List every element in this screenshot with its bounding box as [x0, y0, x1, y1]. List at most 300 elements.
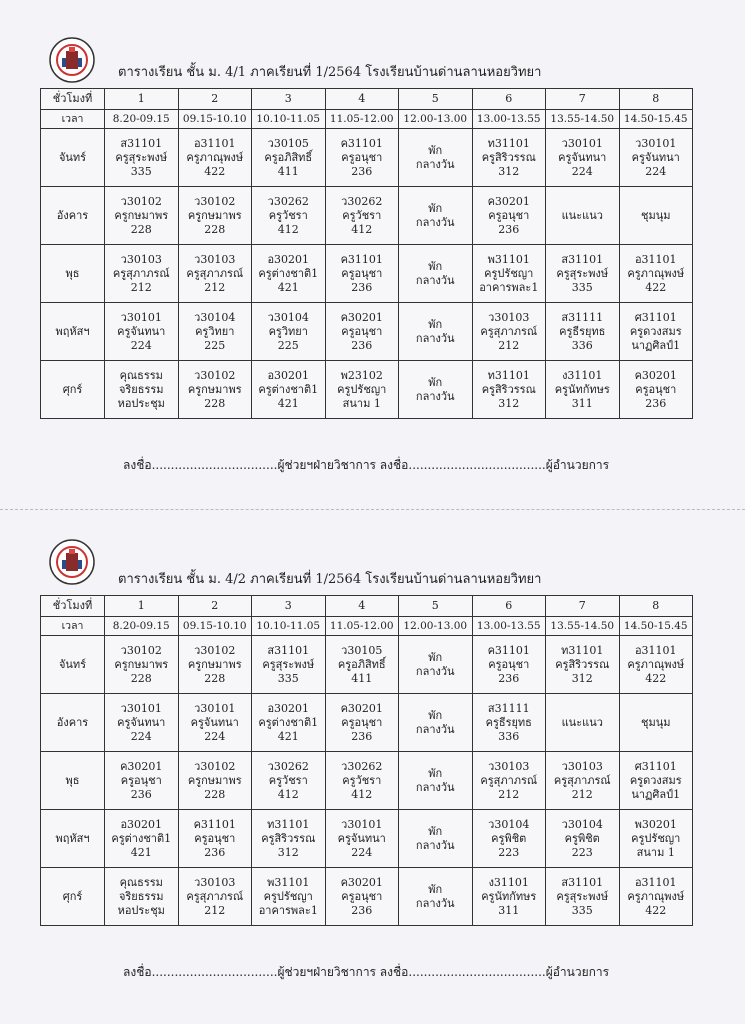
- subject-code: ว30262: [341, 194, 383, 208]
- day-row: [41, 245, 693, 303]
- room: 223: [571, 845, 593, 859]
- period-number: 6: [472, 596, 546, 617]
- teacher-name: ครูวัชรา: [268, 773, 308, 787]
- class-cell: [252, 636, 326, 694]
- class-cell: [105, 187, 179, 245]
- period-number: 8: [619, 596, 693, 617]
- subject-code: อ31101: [634, 643, 677, 657]
- class-cell: [619, 129, 693, 187]
- room: 311: [498, 903, 520, 917]
- teacher-name: ครูปรัชญา: [263, 889, 313, 903]
- teacher-name: ครูจันทนา: [190, 715, 239, 729]
- teacher-name: ครูอนุชา: [341, 889, 383, 903]
- day-name: พุธ: [41, 245, 105, 303]
- subject-code: ชุมนุม: [641, 715, 671, 729]
- class-cell: [399, 810, 473, 868]
- class-cell: [252, 129, 326, 187]
- subject-code: พัก: [428, 143, 443, 157]
- class-cell: [472, 245, 546, 303]
- teacher-name: ครูสุระพงษ์: [115, 150, 168, 164]
- class-cell: [399, 187, 473, 245]
- teacher-name: ครูกษมาพร: [187, 773, 242, 787]
- teacher-name: ครูจันทนา: [117, 324, 166, 338]
- teacher-name: ครูปรัชญา: [631, 831, 681, 845]
- class-cell: [325, 187, 399, 245]
- teacher-name: ครูวิทยา: [195, 324, 235, 338]
- room: 236: [351, 280, 373, 294]
- class-cell: [472, 694, 546, 752]
- class-cell: [472, 810, 546, 868]
- room: 335: [277, 671, 299, 685]
- period-header-row: [41, 89, 693, 110]
- subject-code: อ31101: [634, 875, 677, 889]
- subject-code: ว30103: [488, 310, 530, 324]
- time-row: [41, 617, 693, 636]
- class-cell: [105, 303, 179, 361]
- subject-code: ว30102: [194, 643, 236, 657]
- subject-code: อ30201: [267, 252, 310, 266]
- teacher-name: ครูอนุชา: [341, 324, 383, 338]
- subject-code: ว30102: [194, 368, 236, 382]
- day-row: [41, 303, 693, 361]
- teacher-name: ครูอนุชา: [120, 773, 162, 787]
- period-number: 3: [252, 596, 326, 617]
- time-label: เวลา: [41, 110, 105, 129]
- class-cell: [325, 245, 399, 303]
- subject-code: ว30102: [120, 643, 162, 657]
- room: 335: [571, 903, 593, 917]
- subject-code: พัก: [428, 201, 443, 215]
- room: 236: [351, 164, 373, 178]
- room: 412: [277, 787, 299, 801]
- class-cell: [252, 810, 326, 868]
- subject-code: ว30102: [194, 759, 236, 773]
- subject-code: ว30103: [561, 759, 603, 773]
- period-number: 2: [178, 596, 252, 617]
- room: 421: [277, 729, 299, 743]
- subject-code: ท31101: [487, 136, 530, 150]
- time-slot: 8.20-09.15: [105, 110, 179, 129]
- teacher-name: ครูนัทกัทษร: [554, 382, 610, 396]
- day-row: [41, 810, 693, 868]
- class-cell: [325, 694, 399, 752]
- time-slot: 09.15-10.10: [178, 617, 252, 636]
- subject-code: ง31101: [562, 368, 603, 382]
- subject-code: ค31101: [193, 817, 236, 831]
- subject-code: ง31101: [488, 875, 529, 889]
- teacher-name: กลางวัน: [415, 896, 455, 910]
- subject-code: พัก: [428, 375, 443, 389]
- period-number: 4: [325, 596, 399, 617]
- teacher-name: ครูสุระพงษ์: [556, 889, 609, 903]
- teacher-name: ครูสิริวรรณ: [481, 150, 536, 164]
- time-slot: 12.00-13.00: [399, 110, 473, 129]
- subject-code: ส31101: [561, 252, 604, 266]
- period-header-label: ชั่วโมงที่: [41, 89, 105, 110]
- teacher-name: ครูอนุชา: [341, 266, 383, 280]
- room: 228: [204, 671, 226, 685]
- room: 225: [204, 338, 226, 352]
- subject-code: คุณธรรม: [119, 875, 163, 889]
- time-slot: 12.00-13.00: [399, 617, 473, 636]
- subject-code: อ31101: [193, 136, 236, 150]
- room: 411: [277, 164, 299, 178]
- room: 212: [204, 280, 226, 294]
- class-cell: [178, 303, 252, 361]
- room: 224: [645, 164, 667, 178]
- teacher-name: ครูสิริวรรณ: [555, 657, 610, 671]
- subject-code: พัก: [428, 824, 443, 838]
- day-row: [41, 129, 693, 187]
- class-cell: [178, 361, 252, 419]
- class-cell: [178, 810, 252, 868]
- class-cell: [105, 752, 179, 810]
- room: 421: [277, 280, 299, 294]
- room: 236: [204, 845, 226, 859]
- time-slot: 11.05-12.00: [325, 617, 399, 636]
- subject-code: ท31101: [267, 817, 310, 831]
- teacher-name: ครูต่างชาติ1: [111, 831, 172, 845]
- subject-code: ค30201: [340, 701, 383, 715]
- subject-code: ว30262: [267, 194, 309, 208]
- room: 335: [571, 280, 593, 294]
- time-slot: 13.55-14.50: [546, 110, 620, 129]
- subject-code: ว30101: [341, 817, 383, 831]
- room: 336: [498, 729, 520, 743]
- period-number: 5: [399, 596, 473, 617]
- room: 224: [130, 338, 152, 352]
- class-cell: [105, 810, 179, 868]
- room: 212: [498, 338, 520, 352]
- class-cell: [546, 752, 620, 810]
- subject-code: ส31101: [120, 136, 163, 150]
- class-cell: [399, 245, 473, 303]
- room: 236: [498, 222, 520, 236]
- class-cell: [546, 361, 620, 419]
- subject-code: พ30201: [634, 817, 677, 831]
- teacher-name: ครูต่างชาติ1: [258, 266, 319, 280]
- teacher-name: ครูวัชรา: [342, 773, 382, 787]
- subject-code: อ30201: [120, 817, 163, 831]
- subject-code: คุณธรรม: [119, 368, 163, 382]
- subject-code: ค30201: [120, 759, 163, 773]
- subject-code: ส31111: [561, 310, 604, 324]
- teacher-name: ครูธีรยุทธ: [559, 324, 606, 338]
- period-number: 5: [399, 89, 473, 110]
- period-number: 3: [252, 89, 326, 110]
- teacher-name: กลางวัน: [415, 722, 455, 736]
- subject-code: ว30101: [635, 136, 677, 150]
- subject-code: ว30104: [267, 310, 309, 324]
- period-number: 4: [325, 89, 399, 110]
- class-cell: [546, 129, 620, 187]
- class-cell: [546, 636, 620, 694]
- teacher-name: ครูสุภาภรณ์: [186, 266, 244, 280]
- subject-code: ค30201: [340, 875, 383, 889]
- time-slot: 11.05-12.00: [325, 110, 399, 129]
- teacher-name: กลางวัน: [415, 780, 455, 794]
- subject-code: พัก: [428, 708, 443, 722]
- room: 223: [498, 845, 520, 859]
- class-cell: [105, 636, 179, 694]
- teacher-name: ครูจันทนา: [117, 715, 166, 729]
- room: 312: [498, 396, 520, 410]
- teacher-name: ครูอนุชา: [488, 208, 530, 222]
- period-header-row: [41, 596, 693, 617]
- room: 236: [351, 338, 373, 352]
- subject-code: ส31101: [267, 643, 310, 657]
- period-header-label: ชั่วโมงที่: [41, 596, 105, 617]
- class-cell: [252, 752, 326, 810]
- class-cell: [472, 868, 546, 926]
- teacher-name: ครูอนุชา: [635, 382, 677, 396]
- class-cell: [325, 361, 399, 419]
- schedule-title: ตารางเรียน ชั้น ม. 4/1 ภาคเรียนที่ 1/2564 โรงเรียนบ้านด่านลานหอยวิทยา: [118, 65, 542, 80]
- class-cell: [252, 187, 326, 245]
- subject-code: ว30104: [561, 817, 603, 831]
- class-cell: [619, 245, 693, 303]
- class-cell: [252, 245, 326, 303]
- room: นาฏศิลป์1: [631, 338, 681, 352]
- subject-code: ศ31101: [634, 310, 677, 324]
- class-cell: [325, 303, 399, 361]
- class-cell: [546, 245, 620, 303]
- room: 224: [204, 729, 226, 743]
- time-slot: 10.10-11.05: [252, 617, 326, 636]
- teacher-name: ครูอนุชา: [194, 831, 236, 845]
- time-label: เวลา: [41, 617, 105, 636]
- room: 312: [571, 671, 593, 685]
- subject-code: ค31101: [487, 643, 530, 657]
- day-name: จันทร์: [41, 129, 105, 187]
- teacher-name: ครูดวงสมร: [629, 324, 682, 338]
- room: 212: [130, 280, 152, 294]
- class-cell: [325, 752, 399, 810]
- class-cell: [399, 361, 473, 419]
- time-slot: 13.00-13.55: [472, 110, 546, 129]
- subject-code: ส31111: [487, 701, 530, 715]
- subject-code: ท31101: [561, 643, 604, 657]
- teacher-name: ครูวัชรา: [268, 208, 308, 222]
- subject-code: ว30262: [267, 759, 309, 773]
- room: 224: [571, 164, 593, 178]
- subject-code: พัก: [428, 882, 443, 896]
- class-cell: [399, 752, 473, 810]
- teacher-name: ครูสุภาภรณ์: [480, 773, 538, 787]
- day-name: อังคาร: [41, 694, 105, 752]
- room: 236: [130, 787, 152, 801]
- subject-code: แนะแนว: [561, 715, 603, 729]
- teacher-name: ครูสิริวรรณ: [481, 382, 536, 396]
- teacher-name: ครูกษมาพร: [114, 208, 169, 222]
- day-name: พุธ: [41, 752, 105, 810]
- room: 236: [645, 396, 667, 410]
- room: 228: [130, 222, 152, 236]
- class-cell: [252, 303, 326, 361]
- class-cell: [619, 361, 693, 419]
- period-number: 1: [105, 596, 179, 617]
- subject-code: ว30102: [194, 194, 236, 208]
- day-name: ศุกร์: [41, 868, 105, 926]
- subject-code: ว30103: [120, 252, 162, 266]
- day-row: [41, 187, 693, 245]
- signature-line: ลงชื่อ.................................ผู้ช่วยฯฝ่ายวิชาการ ลงชื่อ....................................ผู้อำนวยการ: [123, 458, 610, 472]
- class-cell: [546, 810, 620, 868]
- room: 336: [571, 338, 593, 352]
- teacher-name: ครูธีรยุทธ: [485, 715, 532, 729]
- class-cell: [105, 868, 179, 926]
- school-logo-icon: [46, 538, 98, 586]
- teacher-name: ครูสุภาภรณ์: [186, 889, 244, 903]
- class-cell: [105, 129, 179, 187]
- room: 312: [277, 845, 299, 859]
- class-cell: [472, 129, 546, 187]
- schedule-title: ตารางเรียน ชั้น ม. 4/2 ภาคเรียนที่ 1/2564 โรงเรียนบ้านด่านลานหอยวิทยา: [118, 572, 542, 587]
- room: 224: [130, 729, 152, 743]
- teacher-name: ครูกษมาพร: [187, 657, 242, 671]
- room: 228: [130, 671, 152, 685]
- subject-code: ชุมนุม: [641, 208, 671, 222]
- room: อาคารพละ1: [258, 903, 318, 917]
- period-number: 8: [619, 89, 693, 110]
- class-cell: [178, 636, 252, 694]
- subject-code: ว30105: [267, 136, 309, 150]
- teacher-name: ครูอภิสิทธิ์: [337, 657, 386, 671]
- teacher-name: กลางวัน: [415, 664, 455, 678]
- time-slot: 14.50-15.45: [619, 617, 693, 636]
- subject-code: ค30201: [340, 310, 383, 324]
- subject-code: ว30102: [120, 194, 162, 208]
- subject-code: ค30201: [634, 368, 677, 382]
- class-cell: [619, 187, 693, 245]
- room: 224: [351, 845, 373, 859]
- class-cell: [546, 868, 620, 926]
- subject-code: ว30103: [194, 252, 236, 266]
- class-cell: [546, 694, 620, 752]
- room: 212: [498, 787, 520, 801]
- class-cell: [105, 361, 179, 419]
- class-cell: [619, 636, 693, 694]
- teacher-name: ครูสิริวรรณ: [261, 831, 316, 845]
- timetable: [40, 88, 693, 419]
- subject-code: ส31101: [561, 875, 604, 889]
- subject-code: ค31101: [340, 252, 383, 266]
- class-cell: [619, 752, 693, 810]
- subject-code: ค31101: [340, 136, 383, 150]
- teacher-name: กลางวัน: [415, 273, 455, 287]
- teacher-name: ครูสุระพงษ์: [262, 657, 315, 671]
- teacher-name: ครูสุภาภรณ์: [553, 773, 611, 787]
- class-cell: [178, 187, 252, 245]
- subject-code: พัก: [428, 259, 443, 273]
- teacher-name: ครูกษมาพร: [187, 208, 242, 222]
- class-cell: [178, 752, 252, 810]
- room: 225: [277, 338, 299, 352]
- teacher-name: ครูวิทยา: [268, 324, 308, 338]
- school-logo-icon: [46, 36, 98, 84]
- teacher-name: ครูอนุชา: [341, 715, 383, 729]
- teacher-name: จริยธรรม: [118, 382, 164, 396]
- subject-code: พ23102: [340, 368, 383, 382]
- room: 422: [645, 280, 667, 294]
- teacher-name: ครูภาณุพงษ์: [627, 889, 685, 903]
- class-cell: [619, 868, 693, 926]
- teacher-name: ครูต่างชาติ1: [258, 382, 319, 396]
- period-number: 1: [105, 89, 179, 110]
- day-name: จันทร์: [41, 636, 105, 694]
- teacher-name: ครูสุระพงษ์: [556, 266, 609, 280]
- time-slot: 13.00-13.55: [472, 617, 546, 636]
- room: 212: [571, 787, 593, 801]
- teacher-name: ครูกษมาพร: [114, 657, 169, 671]
- teacher-name: ครูวัชรา: [342, 208, 382, 222]
- class-cell: [472, 752, 546, 810]
- teacher-name: ครูต่างชาติ1: [258, 715, 319, 729]
- day-name: พฤหัสฯ: [41, 303, 105, 361]
- teacher-name: ครูอนุชา: [341, 150, 383, 164]
- room: 236: [498, 671, 520, 685]
- teacher-name: กลางวัน: [415, 838, 455, 852]
- room: 236: [351, 729, 373, 743]
- teacher-name: ครูพิชิต: [564, 831, 600, 845]
- class-cell: [619, 694, 693, 752]
- teacher-name: ครูอภิสิทธิ์: [264, 150, 313, 164]
- time-row: [41, 110, 693, 129]
- room: 311: [571, 396, 593, 410]
- subject-code: ว30105: [341, 643, 383, 657]
- class-cell: [472, 636, 546, 694]
- teacher-name: ครูดวงสมร: [629, 773, 682, 787]
- time-slot: 14.50-15.45: [619, 110, 693, 129]
- teacher-name: ครูภาณุพงษ์: [627, 266, 685, 280]
- subject-code: พ31101: [267, 875, 310, 889]
- class-cell: [178, 245, 252, 303]
- teacher-name: ครูจันทนา: [558, 150, 607, 164]
- subject-code: อ31101: [634, 252, 677, 266]
- class-cell: [399, 303, 473, 361]
- teacher-name: ครูจันทนา: [631, 150, 680, 164]
- room: สนาม 1: [636, 845, 675, 859]
- period-number: 7: [546, 596, 620, 617]
- class-cell: [399, 129, 473, 187]
- teacher-name: ครูปรัชญา: [337, 382, 387, 396]
- class-cell: [399, 868, 473, 926]
- class-cell: [252, 361, 326, 419]
- teacher-name: ครูพิชิต: [491, 831, 527, 845]
- room: สนาม 1: [342, 396, 381, 410]
- day-row: [41, 752, 693, 810]
- time-slot: 09.15-10.10: [178, 110, 252, 129]
- subject-code: พ31101: [487, 252, 530, 266]
- subject-code: ว30262: [341, 759, 383, 773]
- class-cell: [399, 694, 473, 752]
- time-slot: 13.55-14.50: [546, 617, 620, 636]
- subject-code: ท31101: [487, 368, 530, 382]
- day-row: [41, 361, 693, 419]
- day-row: [41, 636, 693, 694]
- day-name: พฤหัสฯ: [41, 810, 105, 868]
- subject-code: แนะแนว: [561, 208, 603, 222]
- teacher-name: ครูกษมาพร: [187, 382, 242, 396]
- room: 411: [351, 671, 373, 685]
- page-divider: [0, 509, 745, 510]
- class-cell: [178, 694, 252, 752]
- day-name: ศุกร์: [41, 361, 105, 419]
- room: 228: [204, 787, 226, 801]
- room: 236: [351, 903, 373, 917]
- class-cell: [105, 245, 179, 303]
- subject-code: ว30104: [488, 817, 530, 831]
